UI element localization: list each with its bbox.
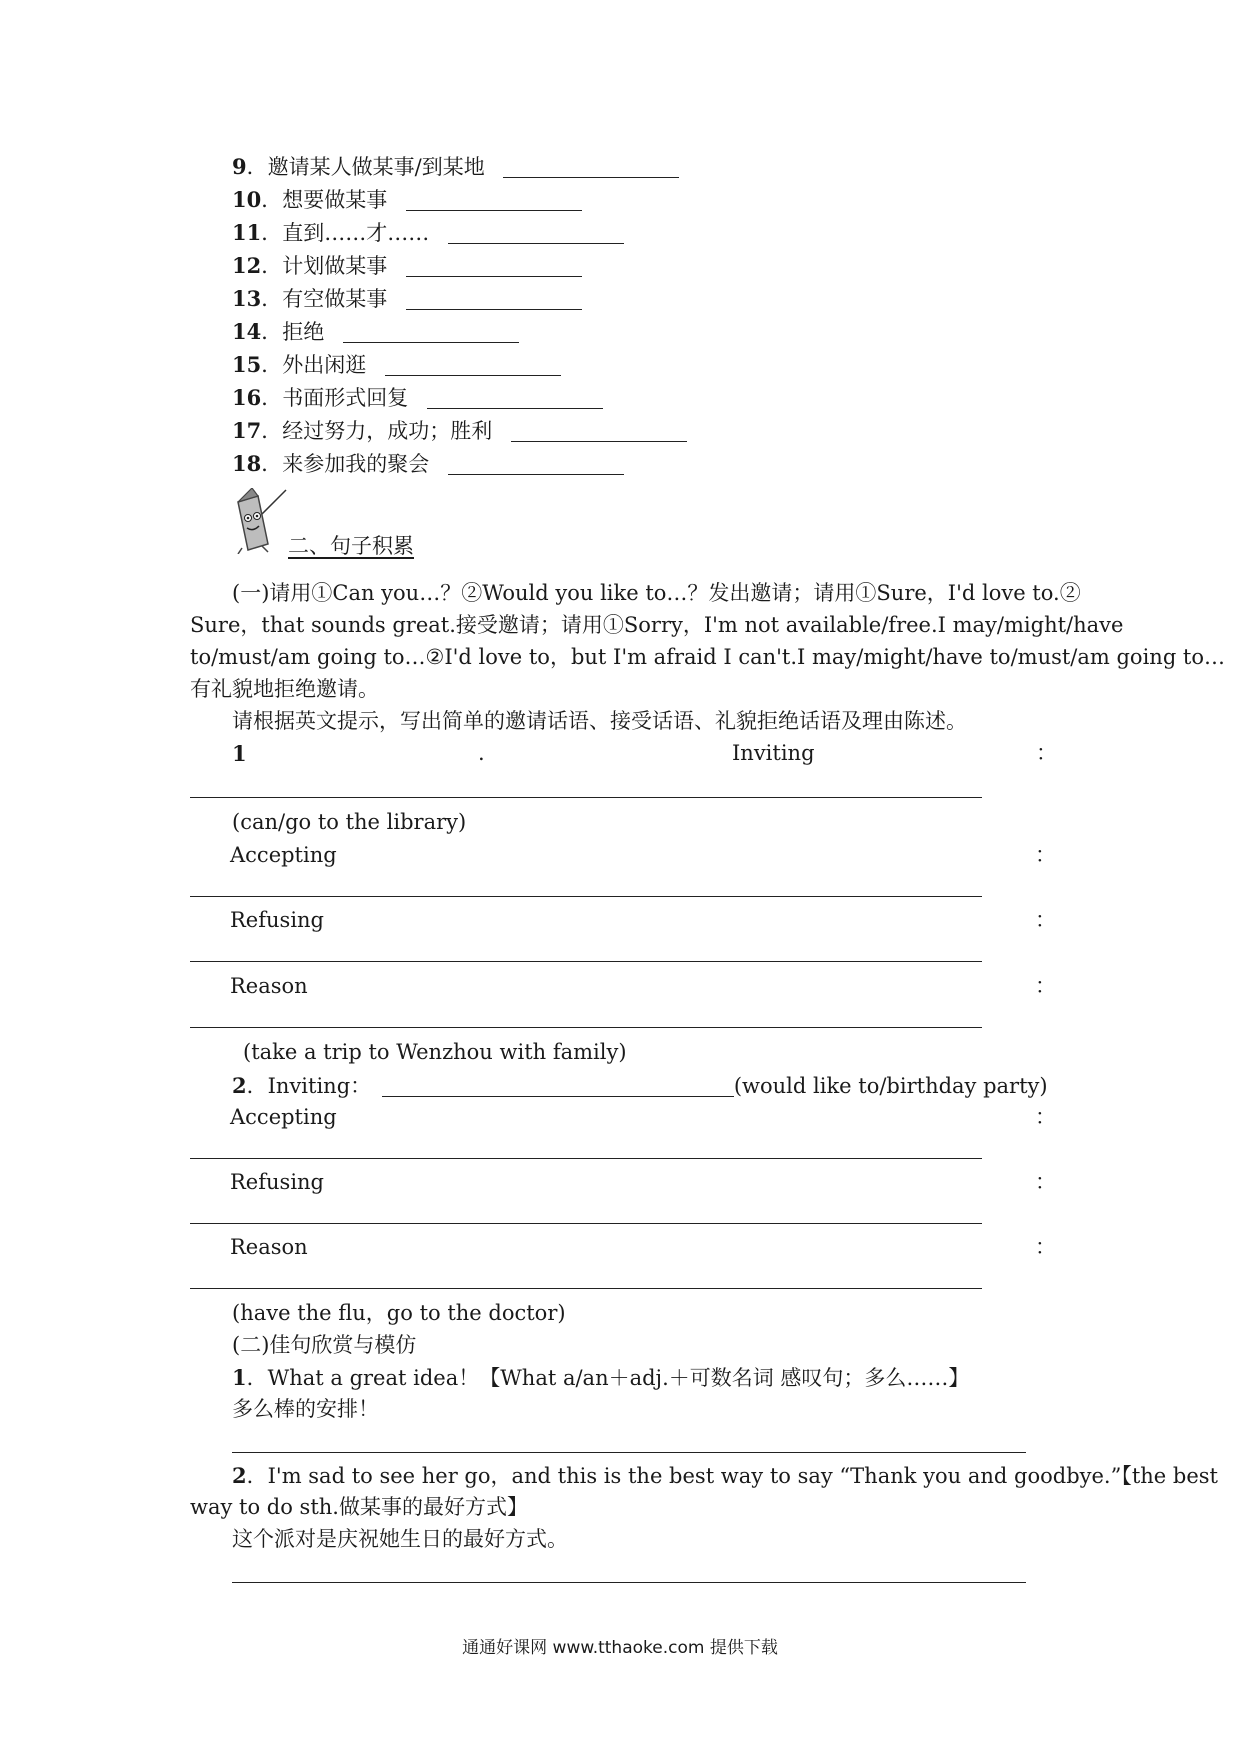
refusing-row [230,1172,1062,1193]
reason-row [230,976,1062,997]
reason-hint: (have the flu，go to the doctor) [232,1301,566,1325]
item-text: 邀请某人做某事/到某地 [267,155,485,179]
item-number: 18 [232,451,262,476]
item-text: 有空做某事 [282,287,388,311]
sentence-text: ．I'm sad to see her go，and this is the best way to say “Thank you and goodbye.”【the best [246,1464,1218,1488]
intro-line-4: 有礼貌地拒绝邀请。 [190,677,379,701]
answer-blank[interactable] [448,473,624,475]
item-text: 来参加我的聚会 [282,452,430,476]
answer-blank[interactable] [382,1095,734,1097]
sentence-number: 2 [232,1463,247,1488]
answer-blank[interactable] [427,407,603,409]
item-number: 12 [232,253,262,278]
vocab-item-15: 15．外出闲逛 [232,354,561,376]
question-dot: . [478,741,485,765]
refusing-row [230,910,1062,931]
item-number: 14 [232,319,262,344]
answer-line-refusing[interactable] [190,1223,982,1224]
colon: ： [1035,1105,1056,1129]
item-number: 16 [232,385,262,410]
answer-blank[interactable] [511,440,687,442]
intro-line-3: to/must/am going to…②I'd love to，but I'm afraid I can't.I may/might/have to/must/am going to… [190,645,1226,669]
inviting-label: ．Inviting： [246,1074,372,1098]
inviting-row [232,1075,1048,1097]
accepting-row [230,845,1062,866]
reason-row [230,1237,1062,1258]
answer-line-inviting[interactable] [190,797,982,798]
item-text: 书面形式回复 [282,386,409,410]
answer-blank[interactable] [406,275,582,277]
reason-label: Reason [230,1235,308,1259]
colon: ： [1036,741,1057,765]
answer-blank[interactable] [406,308,582,310]
answer-blank[interactable] [406,209,582,211]
vocab-item-10: 10．想要做某事 [232,189,582,211]
question-number: 2 [232,1073,247,1098]
item-number: 10 [232,187,262,212]
hint-text: (can/go to the library) [232,810,467,834]
section-title: 二、句子积累 [288,534,414,558]
accepting-label: Accepting [230,1105,337,1129]
accepting-row [230,1107,1062,1128]
colon: ： [1035,974,1056,998]
sentence-2-line-2: way to do sth.做某事的最好方式】 [190,1495,528,1519]
answer-line-refusing[interactable] [190,961,982,962]
sentence-1 [232,1367,969,1389]
refusing-label: Refusing [230,1170,324,1194]
item-text: 经过努力，成功；胜利 [282,419,493,443]
item-text: 直到……才…… [282,221,430,245]
item-text: 外出闲逛 [282,353,367,377]
answer-blank[interactable] [343,341,519,343]
intro-line-2: Sure，that sounds great.接受邀请；请用①Sorry，I'm not available/free.I may/might/have [190,613,1124,637]
sentence-number: 1 [232,1365,247,1390]
answer-line-accepting[interactable] [190,896,982,897]
answer-line-reason[interactable] [190,1027,982,1028]
vocab-item-18: 18．来参加我的聚会 [232,453,624,475]
inviting-hint: (would like to/birthday party) [733,1074,1048,1098]
colon: ： [1035,1170,1056,1194]
answer-line-reason[interactable] [190,1288,982,1289]
item-text: 计划做某事 [282,254,388,278]
colon: ： [1035,908,1056,932]
vocab-item-14: 14．拒绝 [232,321,519,343]
item-text: 拒绝 [282,320,325,344]
intro-line-1: (一)请用①Can you…？②Would you like to…？发出邀请；请用①Sure，I'd love to.② [232,581,1081,605]
translation-prompt: 多么棒的安排！ [232,1397,379,1421]
vocab-item-12: 12．计划做某事 [232,255,582,277]
answer-line[interactable] [232,1582,1026,1583]
instruction-text: 请根据英文提示，写出简单的邀请话语、接受话语、礼貌拒绝话语及理由陈述。 [232,709,967,733]
answer-blank[interactable] [385,374,561,376]
item-number: 17 [232,418,262,443]
question-number: 1 [232,741,247,766]
item-number: 13 [232,286,262,311]
colon: ： [1035,843,1056,867]
item-number: 15 [232,352,262,377]
inviting-label: Inviting [732,741,815,765]
reason-label: Reason [230,974,308,998]
vocab-item-16: 16．书面形式回复 [232,387,603,409]
vocab-item-11: 11．直到……才…… [232,222,624,244]
colon: ： [1035,1235,1056,1259]
reason-hint: (take a trip to Wenzhou with family) [243,1040,627,1064]
sentence-text: ．What a great idea！【What a/an＋adj.＋可数名词 感叹句；多么……】 [246,1366,970,1390]
part2-title: (二)佳句欣赏与模仿 [232,1333,417,1357]
vocab-item-17: 17．经过努力，成功；胜利 [232,420,687,442]
item-number: 9 [232,154,247,179]
item-number: 11 [232,220,262,245]
pencil-mascot-icon [228,488,290,558]
footer-text: 通通好课网 www.tthaoke.com 提供下载 [462,1638,778,1658]
vocab-item-9: 9．邀请某人做某事/到某地 [232,156,679,178]
sentence-2-line-1 [190,1463,1218,1488]
answer-line-accepting[interactable] [190,1158,982,1159]
vocab-item-13: 13．有空做某事 [232,288,582,310]
item-text: 想要做某事 [282,188,388,212]
refusing-label: Refusing [230,908,324,932]
answer-line[interactable] [232,1452,1026,1453]
accepting-label: Accepting [230,843,337,867]
answer-blank[interactable] [503,176,679,178]
translation-prompt: 这个派对是庆祝她生日的最好方式。 [232,1527,568,1551]
answer-blank[interactable] [448,242,624,244]
